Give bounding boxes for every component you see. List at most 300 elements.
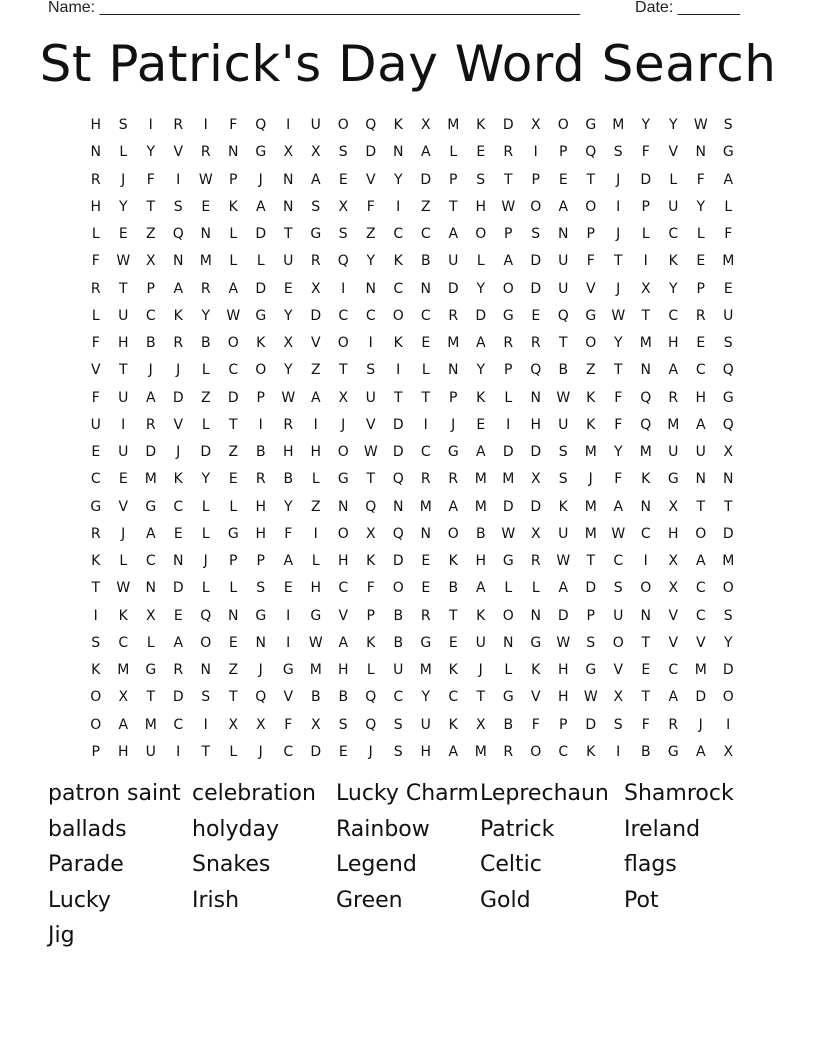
grid-letter: F xyxy=(724,226,733,242)
grid-letter: N xyxy=(365,280,376,297)
grid-letter: C xyxy=(393,226,404,242)
grid-letter: M xyxy=(612,117,625,133)
grid-letter: C xyxy=(90,471,101,488)
grid-letter: I xyxy=(506,416,511,433)
grid-letter: N xyxy=(393,498,404,515)
date-field[interactable]: Date: _______ xyxy=(635,0,740,16)
grid-letter: H xyxy=(337,662,349,678)
grid-letter: N xyxy=(448,362,459,379)
page-title: St Patrick's Day Word Search xyxy=(39,35,777,93)
grid-row xyxy=(82,221,742,248)
grid-letter: V xyxy=(668,634,679,651)
grid-letter: F xyxy=(146,171,155,188)
grid-letter: X xyxy=(530,117,541,133)
grid-letter: R xyxy=(200,280,211,297)
grid-letter: P xyxy=(146,280,155,297)
grid-letter: D xyxy=(392,416,404,433)
grid-letter: B xyxy=(420,253,431,270)
grid-letter: G xyxy=(145,498,157,515)
grid-letter: J xyxy=(176,362,181,379)
grid-letter: M xyxy=(309,662,322,678)
grid-letter: C xyxy=(640,525,651,542)
word-bank-item: celebration xyxy=(192,781,316,806)
grid-letter: W xyxy=(226,307,241,324)
grid-row xyxy=(82,712,742,739)
grid-letter: L xyxy=(311,553,320,569)
grid-letter: C xyxy=(448,689,459,706)
grid-letter: C xyxy=(695,362,706,379)
grid-letter: O xyxy=(337,117,349,133)
grid-letter: I xyxy=(643,253,648,270)
grid-letter: U xyxy=(558,416,569,433)
grid-letter: S xyxy=(613,716,623,733)
grid-letter: B xyxy=(448,580,459,597)
grid-letter: A xyxy=(145,525,156,542)
grid-letter: P xyxy=(641,198,650,215)
word-bank-item: Rainbow xyxy=(336,816,430,842)
grid-letter: P xyxy=(531,171,540,188)
grid-letter: M xyxy=(722,553,735,569)
word-bank xyxy=(48,776,768,954)
grid-letter: O xyxy=(475,226,487,242)
grid-letter: O xyxy=(585,335,597,351)
grid-letter: L xyxy=(91,226,100,242)
grid-letter: E xyxy=(421,553,431,569)
header-row xyxy=(48,0,740,20)
grid-letter: F xyxy=(614,471,623,488)
grid-letter: O xyxy=(530,743,542,760)
grid-letter: L xyxy=(229,226,238,242)
grid-letter: W xyxy=(583,689,598,706)
grid-letter: R xyxy=(530,335,541,351)
grid-letter: G xyxy=(502,553,514,569)
grid-letter: O xyxy=(227,335,239,351)
grid-letter: C xyxy=(420,226,431,242)
grid-letter: X xyxy=(365,525,376,542)
grid-letter: H xyxy=(90,198,102,215)
grid-letter: N xyxy=(640,362,651,379)
grid-letter: U xyxy=(118,389,129,406)
grid-letter: G xyxy=(282,662,294,678)
grid-letter: E xyxy=(283,580,293,597)
grid-letter: B xyxy=(475,525,486,542)
grid-letter: P xyxy=(229,553,238,569)
grid-letter: V xyxy=(668,607,679,624)
grid-letter: R xyxy=(283,416,294,433)
grid-letter: P xyxy=(449,389,458,406)
grid-letter: N xyxy=(393,144,404,161)
grid-letter: D xyxy=(200,444,212,460)
grid-letter: W xyxy=(116,580,131,597)
grid-row xyxy=(82,330,742,357)
grid-letter: L xyxy=(229,498,238,515)
grid-letter: K xyxy=(393,253,403,270)
grid-letter: K xyxy=(476,117,486,133)
grid-letter: E xyxy=(476,144,486,161)
grid-letter: C xyxy=(393,689,404,706)
grid-letter: J xyxy=(588,471,593,488)
grid-letter: N xyxy=(640,498,651,515)
grid-letter: S xyxy=(256,580,266,597)
grid-letter: V xyxy=(118,498,129,515)
grid-letter: D xyxy=(392,444,404,460)
grid-letter: N xyxy=(90,144,101,161)
name-field[interactable]: Name: ______________________________________________________ xyxy=(48,0,581,16)
grid-letter: K xyxy=(476,607,486,624)
grid-letter: J xyxy=(368,743,373,760)
grid-letter: O xyxy=(722,580,734,597)
grid-letter: B xyxy=(640,743,651,760)
grid-row xyxy=(82,248,742,275)
grid-letter: D xyxy=(502,498,514,515)
grid-letter: V xyxy=(365,171,376,188)
grid-letter: M xyxy=(639,335,652,351)
grid-letter: F xyxy=(641,144,650,161)
grid-letter: T xyxy=(641,689,651,706)
word-bank-item: Leprechaun xyxy=(480,781,609,806)
grid-letter: A xyxy=(668,362,679,379)
grid-letter: H xyxy=(420,743,432,760)
grid-letter: T xyxy=(146,198,156,215)
grid-letter: S xyxy=(173,198,183,215)
grid-letter: P xyxy=(586,226,595,242)
grid-letter: T xyxy=(228,689,238,706)
grid-letter: L xyxy=(476,253,485,270)
grid-letter: G xyxy=(227,525,239,542)
grid-row xyxy=(82,603,742,630)
grid-letter: G xyxy=(255,307,267,324)
grid-letter: N xyxy=(283,171,294,188)
grid-letter: Q xyxy=(722,362,734,379)
grid-letter: R xyxy=(173,662,184,678)
grid-letter: P xyxy=(366,607,375,624)
grid-letter: M xyxy=(144,716,157,733)
grid-letter: B xyxy=(255,444,266,460)
grid-letter: P xyxy=(586,607,595,624)
grid-letter: I xyxy=(203,716,208,733)
word-bank-item: patron saint xyxy=(48,781,181,806)
grid-letter: L xyxy=(504,580,513,597)
grid-row xyxy=(82,575,742,602)
grid-letter: C xyxy=(668,307,679,324)
grid-letter: A xyxy=(475,580,486,597)
grid-row xyxy=(82,521,742,548)
grid-letter: E xyxy=(118,471,128,488)
grid-letter: W xyxy=(198,171,213,188)
grid-letter: Q xyxy=(392,525,404,542)
grid-letter: G xyxy=(502,307,514,324)
grid-letter: H xyxy=(90,117,102,133)
grid-letter: L xyxy=(449,144,458,161)
grid-letter: V xyxy=(668,144,679,161)
grid-letter: D xyxy=(722,525,734,542)
grid-letter: H xyxy=(667,335,679,351)
grid-letter: A xyxy=(228,280,239,297)
word-bank-item: Ireland xyxy=(624,816,701,842)
grid-letter: G xyxy=(337,471,349,488)
grid-letter: K xyxy=(558,498,568,515)
grid-letter: V xyxy=(338,607,349,624)
grid-letter: G xyxy=(585,307,597,324)
grid-letter: T xyxy=(641,634,651,651)
grid-letter: G xyxy=(667,471,679,488)
grid-letter: X xyxy=(338,198,349,215)
grid-letter: I xyxy=(396,362,401,379)
grid-letter: V xyxy=(173,144,184,161)
grid-letter: I xyxy=(368,335,373,351)
grid-letter: U xyxy=(723,307,734,324)
grid-letter: I xyxy=(286,634,291,651)
grid-letter: G xyxy=(722,144,734,161)
grid-letter: M xyxy=(144,471,157,488)
grid-letter: J xyxy=(616,226,621,242)
grid-letter: O xyxy=(337,525,349,542)
grid-letter: R xyxy=(448,471,459,488)
grid-letter: L xyxy=(504,389,513,406)
grid-letter: Y xyxy=(118,198,128,215)
grid-letter: D xyxy=(227,389,239,406)
grid-letter: U xyxy=(448,253,459,270)
grid-letter: G xyxy=(420,634,432,651)
grid-letter: O xyxy=(612,634,624,651)
grid-letter: V xyxy=(283,689,294,706)
grid-letter: E xyxy=(173,607,183,624)
grid-letter: Y xyxy=(696,198,706,215)
grid-letter: J xyxy=(451,416,456,433)
grid-letter: Y xyxy=(668,117,678,133)
grid-letter: K xyxy=(393,335,403,351)
grid-letter: W xyxy=(281,389,296,406)
grid-letter: S xyxy=(586,634,596,651)
grid-letter: E xyxy=(421,335,431,351)
grid-letter: L xyxy=(91,307,100,324)
grid-letter: F xyxy=(91,253,100,270)
grid-letter: X xyxy=(310,280,321,297)
grid-row xyxy=(82,385,742,412)
grid-letter: A xyxy=(310,389,321,406)
grid-letter: M xyxy=(419,498,432,515)
word-bank-item: Lucky xyxy=(48,887,111,913)
grid-letter: U xyxy=(365,389,376,406)
grid-letter: U xyxy=(420,716,431,733)
grid-letter: B xyxy=(310,689,321,706)
grid-letter: B xyxy=(393,607,404,624)
grid-letter: V xyxy=(310,335,321,351)
grid-letter: C xyxy=(393,280,404,297)
grid-letter: T xyxy=(366,471,376,488)
grid-letter: F xyxy=(696,171,705,188)
grid-row xyxy=(82,466,742,493)
grid-letter: N xyxy=(530,389,541,406)
grid-letter: G xyxy=(585,117,597,133)
grid-letter: Y xyxy=(201,307,211,324)
grid-letter: S xyxy=(613,580,623,597)
grid-letter: M xyxy=(117,662,130,678)
grid-letter: W xyxy=(501,525,516,542)
grid-letter: V xyxy=(90,362,101,379)
grid-letter: S xyxy=(531,226,541,242)
grid-letter: O xyxy=(695,525,707,542)
grid-letter: Z xyxy=(420,198,431,215)
grid-letter: B xyxy=(200,335,211,351)
grid-letter: D xyxy=(420,171,432,188)
grid-letter: D xyxy=(172,389,184,406)
grid-letter: Z xyxy=(200,389,211,406)
grid-letter: H xyxy=(667,525,679,542)
grid-letter: P xyxy=(449,171,458,188)
grid-letter: I xyxy=(423,416,428,433)
grid-letter: A xyxy=(695,553,706,569)
grid-letter: E xyxy=(641,662,651,678)
grid-letter: K xyxy=(256,335,266,351)
grid-letter: A xyxy=(145,389,156,406)
grid-letter: H xyxy=(475,553,487,569)
grid-letter: K xyxy=(91,553,101,569)
grid-letter: S xyxy=(613,144,623,161)
grid-letter: D xyxy=(530,498,542,515)
grid-letter: U xyxy=(613,607,624,624)
grid-letter: K xyxy=(393,117,403,133)
grid-letter: L xyxy=(201,525,210,542)
grid-letter: D xyxy=(310,307,322,324)
grid-letter: Y xyxy=(613,444,623,460)
grid-letter: P xyxy=(256,553,265,569)
grid-letter: K xyxy=(448,716,458,733)
grid-letter: L xyxy=(696,226,705,242)
grid-letter: E xyxy=(696,253,706,270)
grid-row xyxy=(82,357,742,384)
grid-letter: S xyxy=(118,117,128,133)
grid-letter: A xyxy=(558,198,569,215)
grid-letter: B xyxy=(283,471,294,488)
grid-letter: Q xyxy=(640,389,652,406)
grid-letter: D xyxy=(557,607,569,624)
grid-letter: W xyxy=(611,525,626,542)
grid-letter: A xyxy=(475,335,486,351)
grid-letter: R xyxy=(668,389,679,406)
grid-letter: N xyxy=(695,471,706,488)
grid-letter: D xyxy=(530,253,542,270)
grid-letter: F xyxy=(229,117,238,133)
grid-letter: U xyxy=(558,280,569,297)
grid-letter: J xyxy=(258,743,263,760)
grid-letter: T xyxy=(558,335,568,351)
grid-letter: I xyxy=(121,416,126,433)
grid-letter: E xyxy=(421,580,431,597)
grid-letter: M xyxy=(639,444,652,460)
grid-letter: Q xyxy=(172,226,184,242)
grid-letter: E xyxy=(558,171,568,188)
grid-letter: N xyxy=(255,634,266,651)
grid-letter: Y xyxy=(723,634,733,651)
grid-letter: O xyxy=(640,580,652,597)
grid-letter: J xyxy=(478,662,483,678)
grid-letter: T xyxy=(696,498,706,515)
grid-letter: I xyxy=(533,144,538,161)
grid-letter: N xyxy=(530,607,541,624)
grid-letter: R xyxy=(503,144,514,161)
grid-letter: I xyxy=(643,553,648,569)
grid-letter: X xyxy=(310,144,321,161)
grid-letter: N xyxy=(283,198,294,215)
grid-letter: L xyxy=(201,580,210,597)
grid-letter: Y xyxy=(476,280,486,297)
grid-letter: I xyxy=(258,416,263,433)
word-bank-item: Parade xyxy=(48,852,124,878)
grid-letter: R xyxy=(173,117,184,133)
grid-letter: T xyxy=(448,198,458,215)
grid-letter: O xyxy=(90,689,102,706)
grid-letter: U xyxy=(118,444,129,460)
grid-letter: R xyxy=(668,716,679,733)
grid-letter: N xyxy=(420,525,431,542)
grid-letter: A xyxy=(173,280,184,297)
grid-letter: X xyxy=(420,117,431,133)
grid-letter: C xyxy=(173,498,184,515)
grid-letter: H xyxy=(117,335,129,351)
grid-letter: R xyxy=(145,416,156,433)
grid-letter: Q xyxy=(557,307,569,324)
grid-letter: N xyxy=(695,144,706,161)
grid-letter: N xyxy=(228,607,239,624)
word-bank-item: Snakes xyxy=(192,852,271,878)
grid-letter: D xyxy=(502,444,514,460)
grid-letter: F xyxy=(366,198,375,215)
grid-row xyxy=(82,548,742,575)
grid-letter: E xyxy=(531,307,541,324)
grid-letter: O xyxy=(502,607,514,624)
grid-row xyxy=(82,412,742,439)
grid-letter: M xyxy=(474,498,487,515)
grid-letter: R xyxy=(90,280,101,297)
grid-letter: M xyxy=(447,335,460,351)
grid-letter: I xyxy=(176,171,181,188)
grid-letter: T xyxy=(421,389,431,406)
grid-letter: N xyxy=(173,553,184,569)
grid-letter: J xyxy=(203,553,208,569)
grid-letter: R xyxy=(90,525,101,542)
grid-letter: T xyxy=(586,553,596,569)
grid-letter: G xyxy=(585,662,597,678)
grid-letter: O xyxy=(392,580,404,597)
grid-letter: A xyxy=(448,743,459,760)
grid-letter: G xyxy=(722,389,734,406)
grid-letter: H xyxy=(255,498,267,515)
grid-letter: Q xyxy=(392,471,404,488)
grid-letter: A xyxy=(420,144,431,161)
grid-letter: J xyxy=(616,280,621,297)
grid-letter: O xyxy=(557,117,569,133)
grid-letter: K xyxy=(586,743,596,760)
grid-letter: L xyxy=(119,144,128,161)
grid-letter: K xyxy=(476,389,486,406)
grid-row xyxy=(82,630,742,657)
grid-letter: X xyxy=(530,525,541,542)
grid-letter: F xyxy=(586,253,595,270)
grid-letter: O xyxy=(200,634,212,651)
grid-letter: P xyxy=(559,144,568,161)
grid-letter: Y xyxy=(283,498,293,515)
grid-letter: I xyxy=(396,198,401,215)
grid-letter: N xyxy=(420,280,431,297)
grid-letter: N xyxy=(503,634,514,651)
grid-letter: D xyxy=(530,280,542,297)
grid-letter: E xyxy=(338,171,348,188)
grid-row xyxy=(82,112,742,139)
grid-letter: W xyxy=(501,198,516,215)
grid-letter: I xyxy=(313,525,318,542)
grid-letter: V xyxy=(585,280,596,297)
